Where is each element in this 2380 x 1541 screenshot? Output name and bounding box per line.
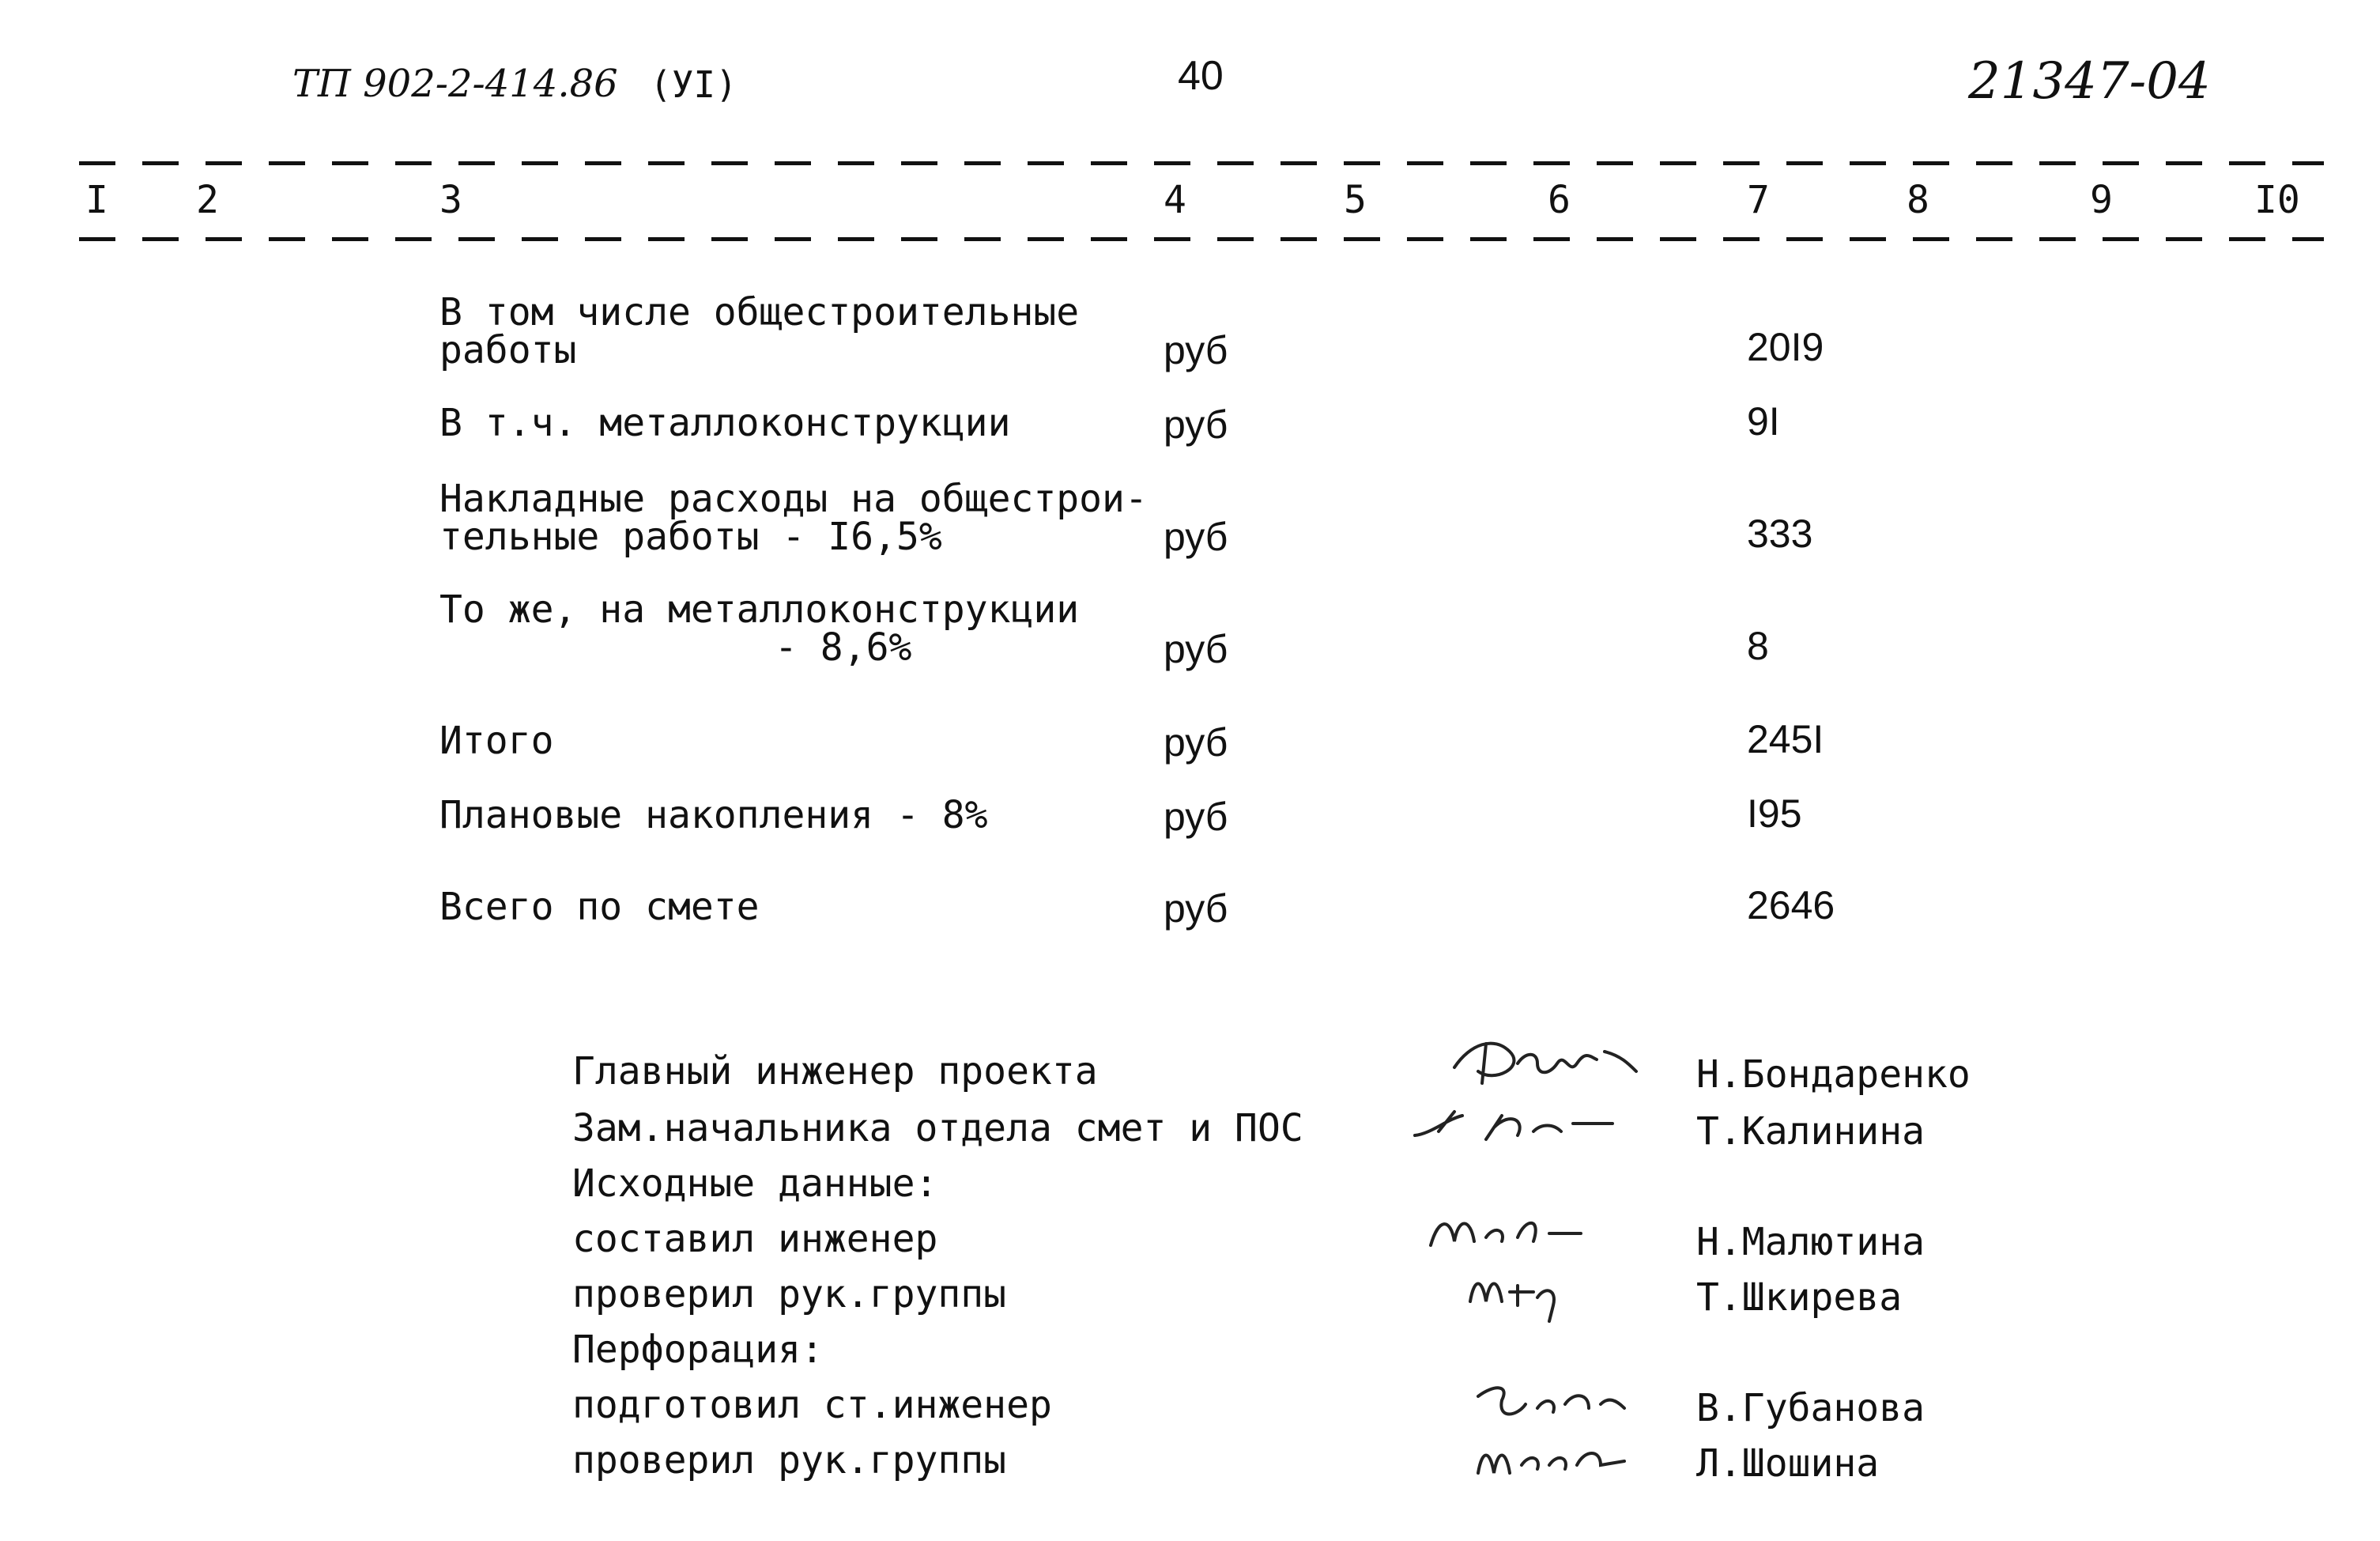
signature-role: Главный инженер проекта [572,1049,1098,1093]
col-header-5: 5 [1344,178,1367,222]
signature-name: Т.Шкирева [1696,1275,1903,1320]
row-value: I95 [1747,791,1802,836]
signature-role: Зам.начальника отдела смет и ПОС [572,1106,1303,1150]
doc-volume: (УI) [650,63,737,106]
row-unit: руб [1164,328,1228,372]
row-label-cont: тельные работы - I6,5% [439,515,942,559]
col-header-9: 9 [2090,178,2113,222]
row-label: В том числе общестроительные [439,290,1080,334]
col-header-2: 2 [196,178,219,222]
signature-scribble [1423,1202,1597,1257]
row-label: Плановые накопления - 8% [439,793,988,837]
row-value: 245I [1747,717,1824,761]
signature-name: Н.Малютина [1696,1220,1925,1264]
col-header-1: I [85,178,108,222]
row-label: То же, на металлоконструкции [439,587,1080,632]
signature-scribble [1439,1028,1660,1091]
row-label: Всего по смете [439,885,760,929]
signature-scribble [1470,1430,1644,1485]
row-unit: руб [1164,402,1228,447]
row-unit: руб [1164,886,1228,931]
row-label-cont: работы [439,328,577,372]
section-heading: Исходные данные: [572,1161,938,1206]
col-header-3: 3 [439,178,462,222]
doc-code: ТП 902-2-414.86 [292,62,618,106]
row-label: Накладные расходы на общестрои- [439,477,1148,521]
signature-name: В.Губанова [1696,1386,1925,1430]
col-header-6: 6 [1548,178,1571,222]
section-heading: Перфорация: [572,1328,824,1372]
row-value: 9I [1747,399,1780,444]
row-unit: руб [1164,515,1228,559]
signature-name: Н.Бондаренко [1696,1052,1971,1097]
row-unit: руб [1164,627,1228,671]
signature-role: подготовил ст.инженер [572,1383,1052,1427]
signature-name: Л.Шошина [1696,1441,1880,1486]
signature-role: проверил рук.группы [572,1438,1007,1482]
col-header-7: 7 [1747,178,1770,222]
row-label: Итого [439,719,554,763]
row-label: В т.ч. металлоконструкции [439,401,1011,445]
page-number: 40 [1178,53,1224,99]
signature-scribble [1407,1096,1628,1151]
row-value: 2646 [1747,883,1835,927]
row-value: 8 [1747,624,1769,668]
row-value: 20I9 [1747,325,1824,369]
signature-scribble [1470,1373,1644,1428]
col-header-4: 4 [1164,178,1186,222]
header-rule-bottom [79,237,2324,241]
row-value: 333 [1747,512,1813,556]
header-rule-top [79,161,2324,165]
row-unit: руб [1164,795,1228,839]
archive-number: 21347-04 [1968,52,2211,111]
col-header-10: I0 [2254,178,2300,222]
row-label-cont: - 8,6% [775,625,912,670]
row-unit: руб [1164,720,1228,765]
col-header-8: 8 [1907,178,1929,222]
signature-role: проверил рук.группы [572,1272,1007,1316]
signature-scribble [1462,1262,1620,1325]
signature-name: Т.Калинина [1696,1109,1925,1154]
signature-role: составил инженер [572,1217,938,1261]
